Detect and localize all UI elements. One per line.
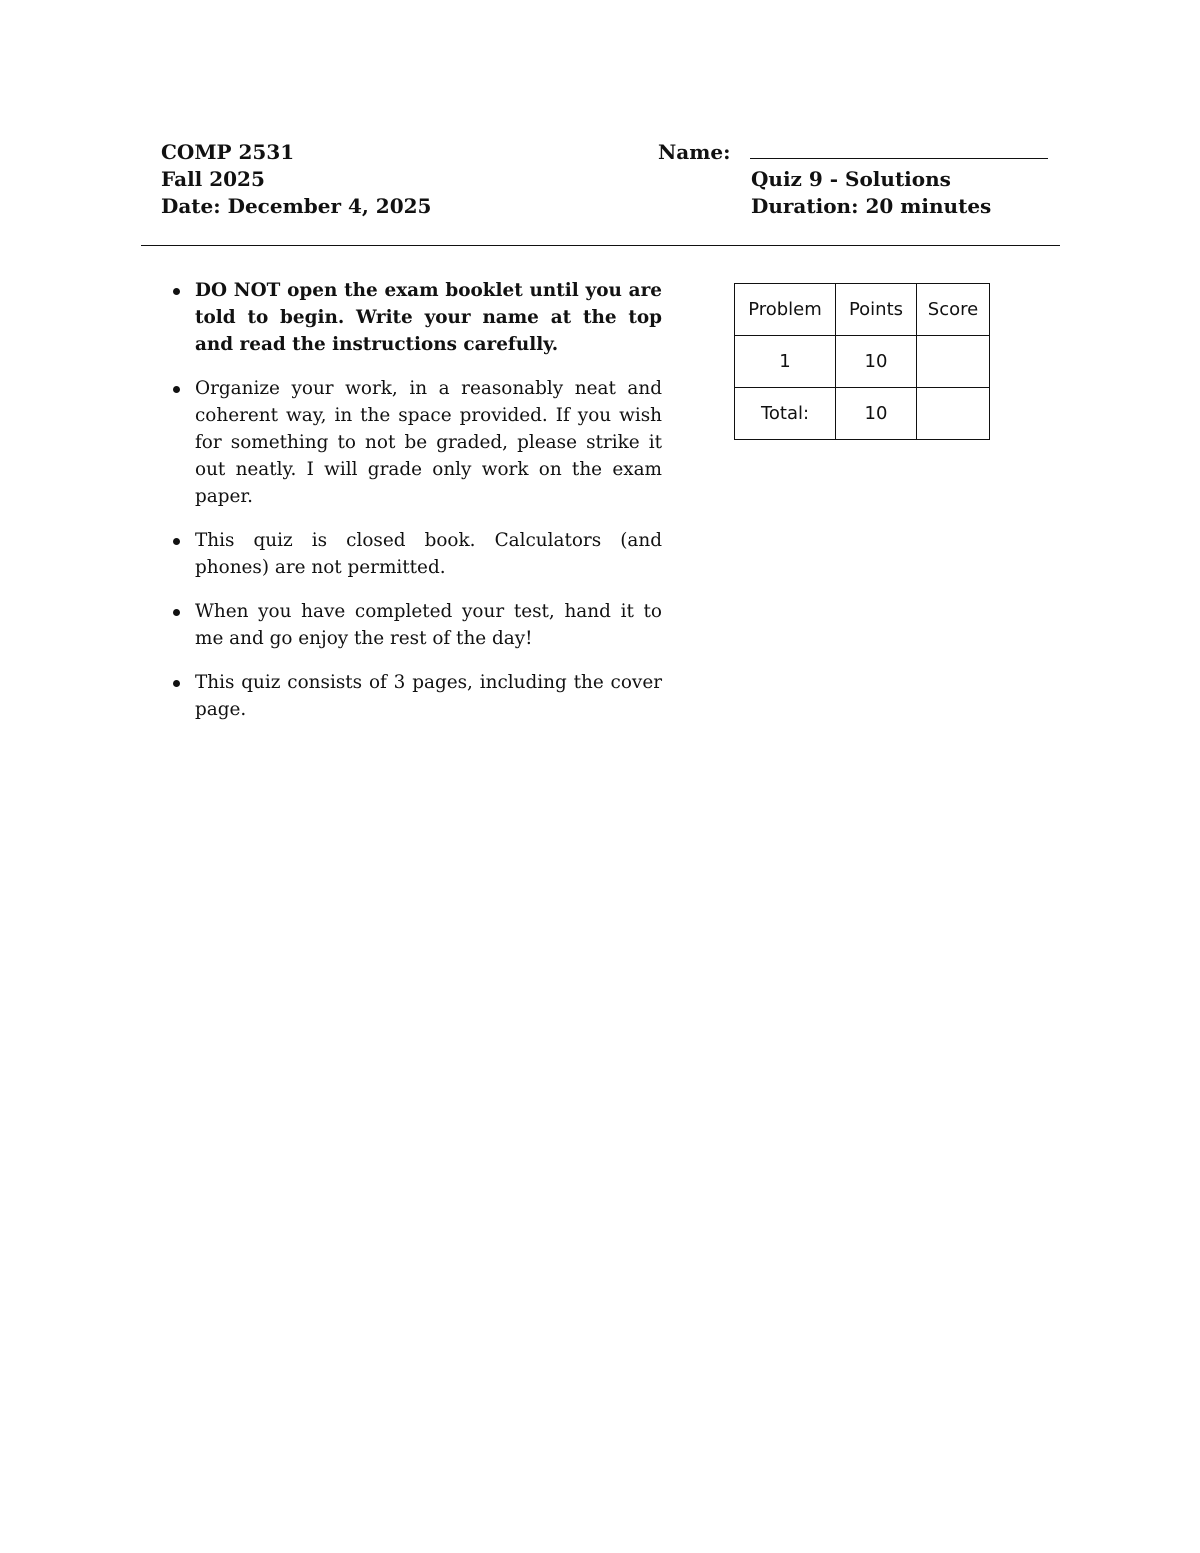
bullet-icon	[173, 288, 180, 295]
term: Fall 2025	[161, 167, 265, 191]
table-header-row	[735, 284, 990, 336]
instruction-item	[170, 527, 662, 581]
cell-total-points: 10	[836, 388, 917, 440]
instruction-text: Organize your work, in a reasonably neat and coherent way, in the space provided. If you wish for something to not be graded, please strike it out neatly. I will grade only work on the exam paper.	[195, 378, 662, 507]
cell-score	[917, 336, 990, 388]
bullet-icon	[173, 609, 180, 616]
instruction-item	[170, 375, 662, 510]
cell-points: 10	[836, 336, 917, 388]
header-divider	[141, 245, 1060, 246]
cell-problem: 1	[735, 336, 836, 388]
bullet-icon	[173, 680, 180, 687]
bullet-icon	[173, 538, 180, 545]
name-field-line	[750, 158, 1048, 159]
instruction-item	[170, 598, 662, 652]
table-row	[735, 388, 990, 440]
instruction-item	[170, 277, 662, 358]
bullet-icon	[173, 386, 180, 393]
exam-date: Date: December 4, 2025	[161, 194, 432, 218]
cell-total-label: Total:	[735, 388, 836, 440]
duration: Duration: 20 minutes	[751, 194, 992, 218]
score-table	[734, 283, 990, 440]
quiz-title: Quiz 9 - Solutions	[751, 167, 951, 191]
header-right	[751, 166, 991, 220]
table-row	[735, 336, 990, 388]
header-score: Score	[917, 284, 990, 336]
course-code: COMP 2531	[161, 140, 295, 164]
cell-total-score	[917, 388, 990, 440]
name-label: Name:	[658, 140, 731, 164]
header-problem: Problem	[735, 284, 836, 336]
instruction-item	[170, 669, 662, 723]
instruction-text: This quiz is closed book. Calculators (and phones) are not permitted.	[195, 530, 662, 578]
header-left	[161, 139, 431, 220]
instruction-text: When you have completed your test, hand it to me and go enjoy the rest of the day!	[195, 601, 662, 649]
instructions-list	[170, 277, 662, 740]
instruction-text: This quiz consists of 3 pages, including the cover page.	[195, 672, 662, 720]
header-points: Points	[836, 284, 917, 336]
instruction-bold-text: DO NOT open the exam booklet until you are told to begin. Write your name at the top and read the instructions carefully.	[195, 280, 662, 355]
